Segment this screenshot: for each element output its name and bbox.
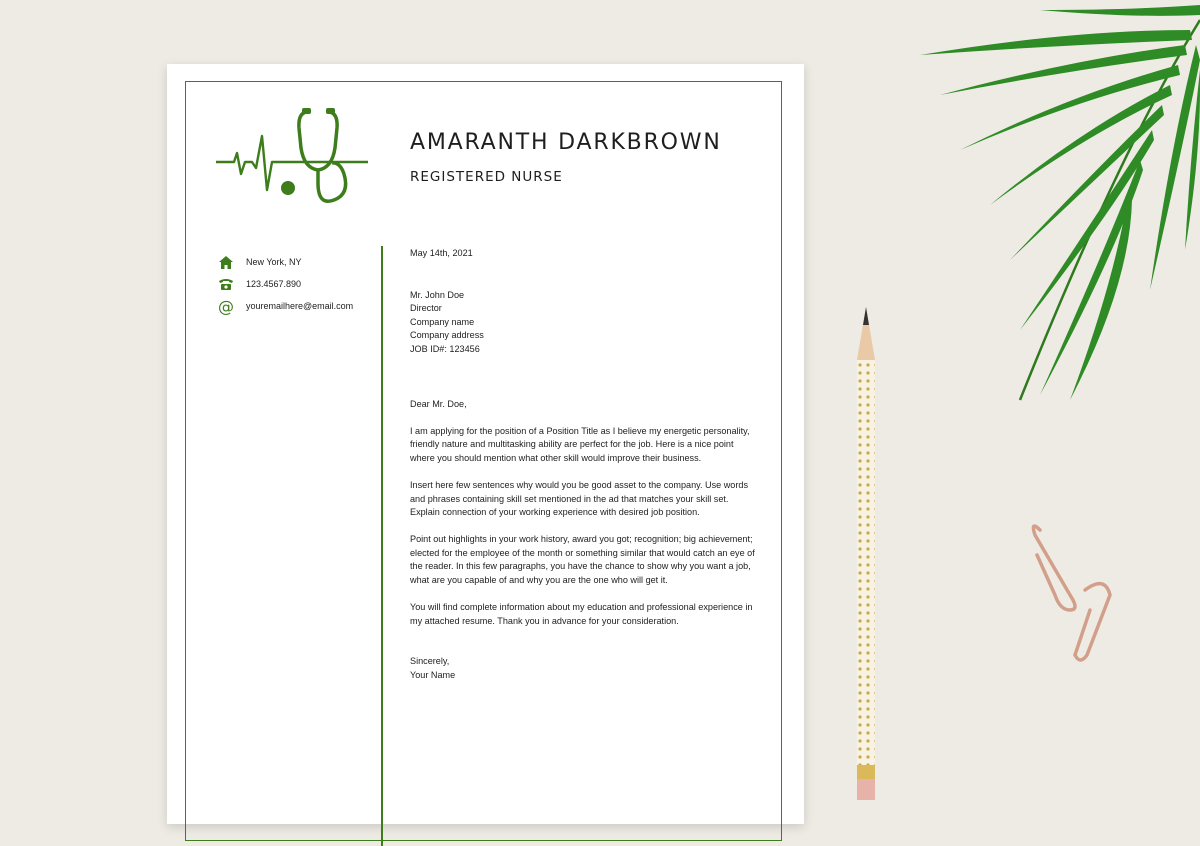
letter-paragraph: I am applying for the position of a Position Title as I believe my energetic personality, friendly nature and multitasking ability are perfect for the job. Here is a nice point where you should mention what other skill would improve their business. (410, 425, 750, 463)
phone-icon (217, 275, 235, 293)
column-divider (381, 246, 383, 846)
recipient-line: Mr. John Doe (410, 289, 465, 300)
letter-paragraph: Point out highlights in your work history, award you got; recognition; big achievement; elected for the employee of the month or something similar that would catch an eye of the reader. In this few paragraphs, you have the chance to show why you want a job, what are you capable of and why you are the one who will get it. (410, 534, 755, 585)
recipient-line: Company address (410, 330, 484, 341)
contact-phone (217, 273, 367, 295)
letter-date: May 14th, 2021 (410, 248, 473, 258)
contact-location-text: New York, NY (246, 257, 302, 267)
letter-paragraph: You will find complete information about my education and professional experience in my attached resume. Thank you in advance for your consideration. (410, 602, 753, 626)
signature: Your Name (410, 669, 456, 680)
cover-letter-page (167, 64, 804, 824)
recipient-line: JOB ID#: 123456 (410, 343, 480, 354)
letter-paragraph: Insert here few sentences why would you be good asset to the company. Use words and phrases containing skill set mentioned in the ad that matches your skill set. Explain connection of your working experience with desired job position. (410, 479, 749, 518)
recipient-block (410, 289, 755, 357)
contact-email-text: youremailhere@email.com (246, 301, 354, 311)
contact-block (217, 251, 367, 317)
stethoscope-heartbeat-logo-icon (216, 108, 368, 208)
home-icon (217, 253, 235, 271)
closing: Sincerely, (410, 656, 450, 667)
salutation: Dear Mr. Doe, (410, 398, 467, 409)
palm-leaf-decoration (900, 0, 1200, 420)
candidate-title: REGISTERED NURSE (410, 169, 563, 185)
recipient-line: Director (410, 303, 442, 314)
letter-body (410, 247, 755, 682)
contact-phone-text: 123.4567.890 (246, 279, 302, 289)
at-icon: @ (218, 296, 234, 316)
contact-location (217, 251, 367, 273)
contact-email (217, 295, 367, 317)
pencil-decoration (848, 305, 884, 800)
recipient-line: Company name (410, 316, 475, 327)
paper-clips-decoration (1025, 515, 1125, 665)
candidate-name: AMARANTH DARKBROWN (410, 130, 722, 155)
